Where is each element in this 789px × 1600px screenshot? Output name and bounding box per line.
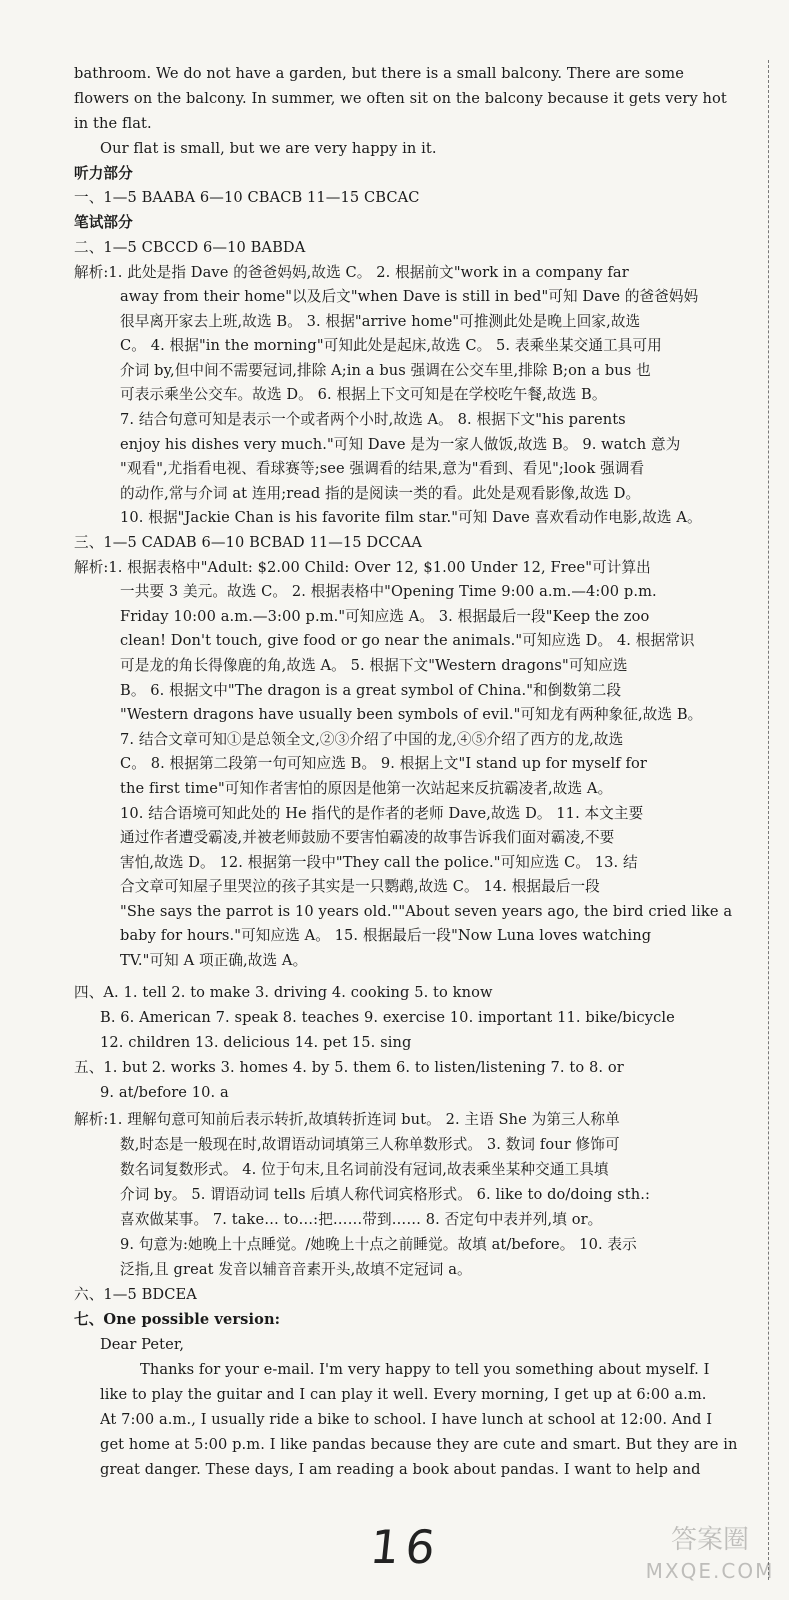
letter-greeting: Dear Peter, [100, 1336, 185, 1353]
answer-line: 五、1. but 2. works 3. homes 4. by 5. them 6. to listen/listening 7. to 8. or [74, 1059, 624, 1076]
answer-line: B. 6. American 7. speak 8. teaches 9. exercise 10. important 11. bike/bicycle [100, 1009, 675, 1026]
explanation-line: 很早离开家去上班,故选 B。 3. 根据"arrive home"可推测此处是晚上回家,故选 [120, 313, 641, 330]
answer-line: 12. children 13. delicious 14. pet 15. sing [100, 1034, 412, 1051]
explanation-line: 一共要 3 美元。故选 C。 2. 根据表格中"Opening Time 9:00 a.m.—4:00 p.m. [120, 583, 657, 600]
explanation-line: 数,时态是一般现在时,故谓语动词填第三人称单数形式。 3. 数词 four 修饰可 [120, 1136, 620, 1153]
explanation-line: 合文章可知屋子里哭泣的孩子其实是一只鹦鹉,故选 C。 14. 根据最后一段 [120, 878, 600, 895]
explanation-line: C。 4. 根据"in the morning"可知此处是起床,故选 C。 5. 表乘坐某交通工具可用 [120, 337, 662, 354]
answer-line: 一、1—5 BAABA 6—10 CBACB 11—15 CBCAC [74, 189, 420, 206]
watermark-text: 答案圈 [670, 1525, 750, 1555]
letter-line: At 7:00 a.m., I usually ride a bike to school. I have lunch at school at 12:00. And I [100, 1411, 713, 1428]
explanation-line: 介词 by,但中间不需要冠词,排除 A;in a bus 强调在公交车里,排除 B;on a bus 也 [120, 362, 651, 379]
explanation-line: 10. 根据"Jackie Chan is his favorite film star."可知 Dave 喜欢看动作电影,故选 A。 [120, 509, 702, 526]
explanation-line: enjoy his dishes very much."可知 Dave 是为一家人做饭,故选 B。 9. watch 意为 [120, 436, 681, 453]
explanation-line: 可是龙的角长得像鹿的角,故选 A。 5. 根据下文"Western dragons"可知应选 [120, 657, 628, 674]
text-line: flowers on the balcony. In summer, we often sit on the balcony because it gets very hot [74, 90, 727, 107]
explanation-line: 9. 句意为:她晚上十点睡觉。/她晚上十点之前睡觉。故填 at/before。 10. 表示 [120, 1236, 637, 1253]
explanation-line: 可表示乘坐公交车。故选 D。 6. 根据上下文可知是在学校吃午餐,故选 B。 [120, 386, 607, 403]
explanation-line: 害怕,故选 D。 12. 根据第一段中"They call the police."可知应选 C。 13. 结 [120, 854, 638, 871]
text-line: in the flat. [74, 115, 152, 132]
watermark-url: MXQE.COM [645, 1559, 775, 1583]
explanation-line: 7. 结合文章可知①是总领全文,②③介绍了中国的龙,④⑤介绍了西方的龙,故选 [120, 731, 624, 748]
explanation-line: 介词 by。 5. 谓语动词 tells 后填人称代词宾格形式。 6. like to do/doing sth.: [120, 1186, 650, 1203]
letter-line: like to play the guitar and I can play it well. Every morning, I get up at 6:00 a.m. [100, 1386, 707, 1403]
explanation-line: "She says the parrot is 10 years old.""About seven years ago, the bird cried like a [120, 903, 733, 920]
explanation-line: "观看",尤指看电视、看球赛等;see 强调看的结果,意为"看到、看见";look 强调看 [120, 460, 645, 477]
section-heading: 笔试部分 [74, 214, 133, 231]
answer-line: 六、1—5 BDCEA [74, 1286, 197, 1303]
section-heading: 听力部分 [74, 165, 133, 182]
explanation-line: 通过作者遭受霸凌,并被老师鼓励不要害怕霸凌的故事告诉我们面对霸凌,不要 [120, 829, 615, 846]
explanation-line: baby for hours."可知应选 A。 15. 根据最后一段"Now Luna loves watching [120, 927, 652, 944]
explanation-line: the first time"可知作者害怕的原因是他第一次站起来反抗霸凌者,故选 A。 [120, 780, 613, 797]
letter-line: great danger. These days, I am reading a book about pandas. I want to help and [100, 1461, 701, 1478]
explanation-line: 7. 结合句意可知是表示一个或者两个小时,故选 A。 8. 根据下文"his parents [120, 411, 626, 428]
text-line: Our flat is small, but we are very happy in it. [100, 140, 437, 157]
explanation-line: clean! Don't touch, give food or go near the animals."可知应选 D。 4. 根据常识 [120, 632, 695, 649]
explanation-line: 数名词复数形式。 4. 位于句末,且名词前没有冠词,故表乘坐某种交通工具填 [120, 1161, 609, 1178]
binding-margin-line [768, 60, 769, 1580]
letter-line: Thanks for your e-mail. I'm very happy to tell you something about myself. I [140, 1361, 710, 1378]
explanation-line: 解析:1. 根据表格中"Adult: $2.00 Child: Over 12, $1.00 Under 12, Free"可计算出 [74, 559, 651, 576]
explanation-line: TV."可知 A 项正确,故选 A。 [120, 952, 308, 969]
answer-line: 二、1—5 CBCCD 6—10 BABDA [74, 239, 306, 256]
watermark-logo [640, 1518, 780, 1588]
explanation-line: C。 8. 根据第二段第一句可知应选 B。 9. 根据上文"I stand up for myself for [120, 755, 647, 772]
text-line: bathroom. We do not have a garden, but there is a small balcony. There are some [74, 65, 684, 82]
explanation-line: 喜欢做某事。 7. take… to…:把……带到…… 8. 否定句中表并列,填 or。 [120, 1211, 603, 1228]
explanation-line: B。 6. 根据文中"The dragon is a great symbol of China."和倒数第二段 [120, 682, 622, 699]
explanation-line: "Western dragons have usually been symbols of evil."可知龙有两种象征,故选 B。 [120, 706, 703, 723]
explanation-line: Friday 10:00 a.m.—3:00 p.m."可知应选 A。 3. 根据最后一段"Keep the zoo [120, 608, 650, 625]
explanation-line: 解析:1. 此处是指 Dave 的爸爸妈妈,故选 C。 2. 根据前文"work in a company far [74, 264, 629, 281]
explanation-line: away from their home"以及后文"when Dave is still in bed"可知 Dave 的爸爸妈妈 [120, 288, 699, 305]
explanation-line: 的动作,常与介词 at 连用;read 指的是阅读一类的看。此处是观看影像,故选 D。 [120, 485, 641, 502]
page-number: 16 [367, 1520, 444, 1574]
answer-line: 9. at/before 10. a [100, 1084, 229, 1101]
answer-line: 三、1—5 CADAB 6—10 BCBAD 11—15 DCCAA [74, 534, 423, 551]
explanation-line: 解析:1. 理解句意可知前后表示转折,故填转折连词 but。 2. 主语 She 为第三人称单 [74, 1111, 620, 1128]
explanation-line: 泛指,且 great 发音以辅音音素开头,故填不定冠词 a。 [120, 1261, 472, 1278]
answer-line: 四、A. 1. tell 2. to make 3. driving 4. cooking 5. to know [74, 984, 493, 1001]
section-heading: 七、One possible version: [74, 1311, 281, 1328]
explanation-line: 10. 结合语境可知此处的 He 指代的是作者的老师 Dave,故选 D。 11. 本文主要 [120, 805, 644, 822]
letter-line: get home at 5:00 p.m. I like pandas because they are cute and smart. But they are in [100, 1436, 738, 1453]
